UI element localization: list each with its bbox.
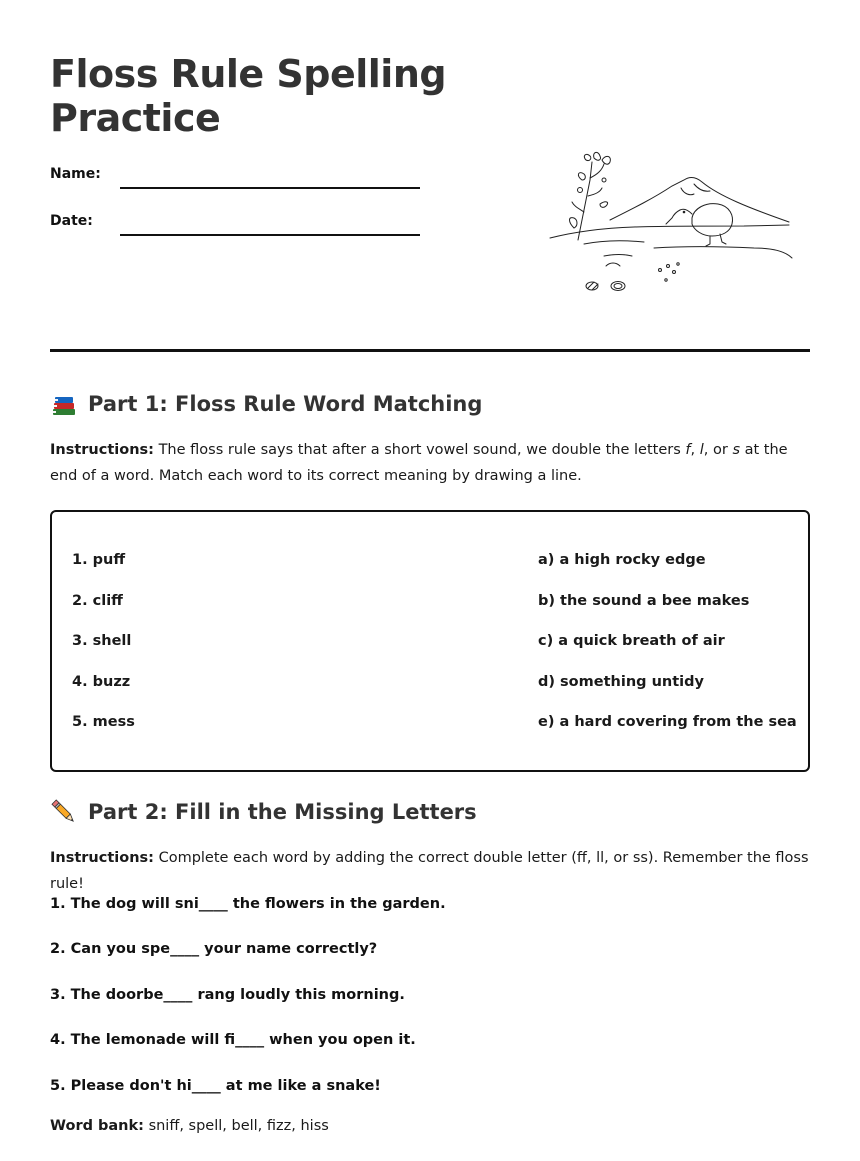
part1-heading-text: Part 1: Floss Rule Word Matching [88, 392, 483, 416]
section-divider [50, 349, 810, 352]
fill-in-sentence[interactable]: 5. Please don't hi____ at me like a snake! [50, 1078, 381, 1094]
match-word[interactable]: 4. buzz [72, 673, 131, 690]
name-label: Name: [50, 166, 101, 182]
fill-in-sentence[interactable]: 1. The dog will sni____ the flowers in the garden. [50, 896, 446, 912]
word-column [72, 550, 135, 753]
match-word[interactable]: 2. cliff [72, 592, 123, 609]
match-meaning[interactable]: c) a quick breath of air [538, 633, 725, 649]
letter-f: f [685, 442, 691, 458]
match-meaning[interactable]: d) something untidy [538, 673, 704, 690]
fill-in-sentence[interactable]: 4. The lemonade will fi____ when you open it. [50, 1032, 416, 1048]
part1-instructions-text: The floss rule says that after a short vowel sound, we double the letters [158, 442, 686, 458]
name-field-line[interactable] [120, 187, 420, 189]
kiwi-bird-by-lake-illustration [544, 150, 794, 300]
match-word[interactable]: 1. puff [72, 552, 126, 568]
word-bank-words: sniff, spell, bell, fizz, hiss [148, 1118, 329, 1134]
page-title: Floss Rule Spelling Practice [50, 52, 447, 140]
match-meaning[interactable]: b) the sound a bee makes [538, 592, 750, 609]
fill-in-sentence[interactable]: 2. Can you spe____ your name correctly? [50, 941, 378, 957]
part1-instructions-text-end: at the end of a word. Match each word to its correct meaning by drawing a line. [50, 442, 788, 484]
part2-instructions [50, 845, 810, 897]
part2-heading-text: Part 2: Fill in the Missing Letters [88, 800, 477, 824]
word-bank-label: Word bank: [50, 1118, 144, 1134]
part2-instructions-text: Complete each word by adding the correct double letter (ff, ll, or ss). Remember the floss rule! [50, 850, 809, 892]
separator: , [690, 442, 700, 458]
part2-instructions-label: Instructions: [50, 850, 154, 866]
matching-box [50, 510, 810, 772]
pencil-icon [50, 798, 78, 826]
separator: , or [703, 442, 733, 458]
part2-heading [50, 798, 477, 826]
match-meaning[interactable]: e) a hard covering from the sea [538, 714, 797, 730]
fill-in-sentence[interactable]: 3. The doorbe____ rang loudly this morning. [50, 987, 405, 1003]
word-bank [50, 1118, 329, 1134]
meaning-column [538, 550, 797, 753]
part1-heading [50, 390, 482, 418]
date-label: Date: [50, 213, 93, 229]
letter-s: s [732, 442, 740, 458]
match-word[interactable]: 5. mess [72, 714, 135, 730]
books-icon [50, 390, 78, 418]
match-meaning[interactable]: a) a high rocky edge [538, 552, 706, 568]
part1-instructions [50, 437, 810, 489]
part1-instructions-label: Instructions: [50, 442, 154, 458]
match-word[interactable]: 3. shell [72, 633, 132, 649]
date-field-line[interactable] [120, 234, 420, 236]
letter-l: l [699, 442, 704, 458]
